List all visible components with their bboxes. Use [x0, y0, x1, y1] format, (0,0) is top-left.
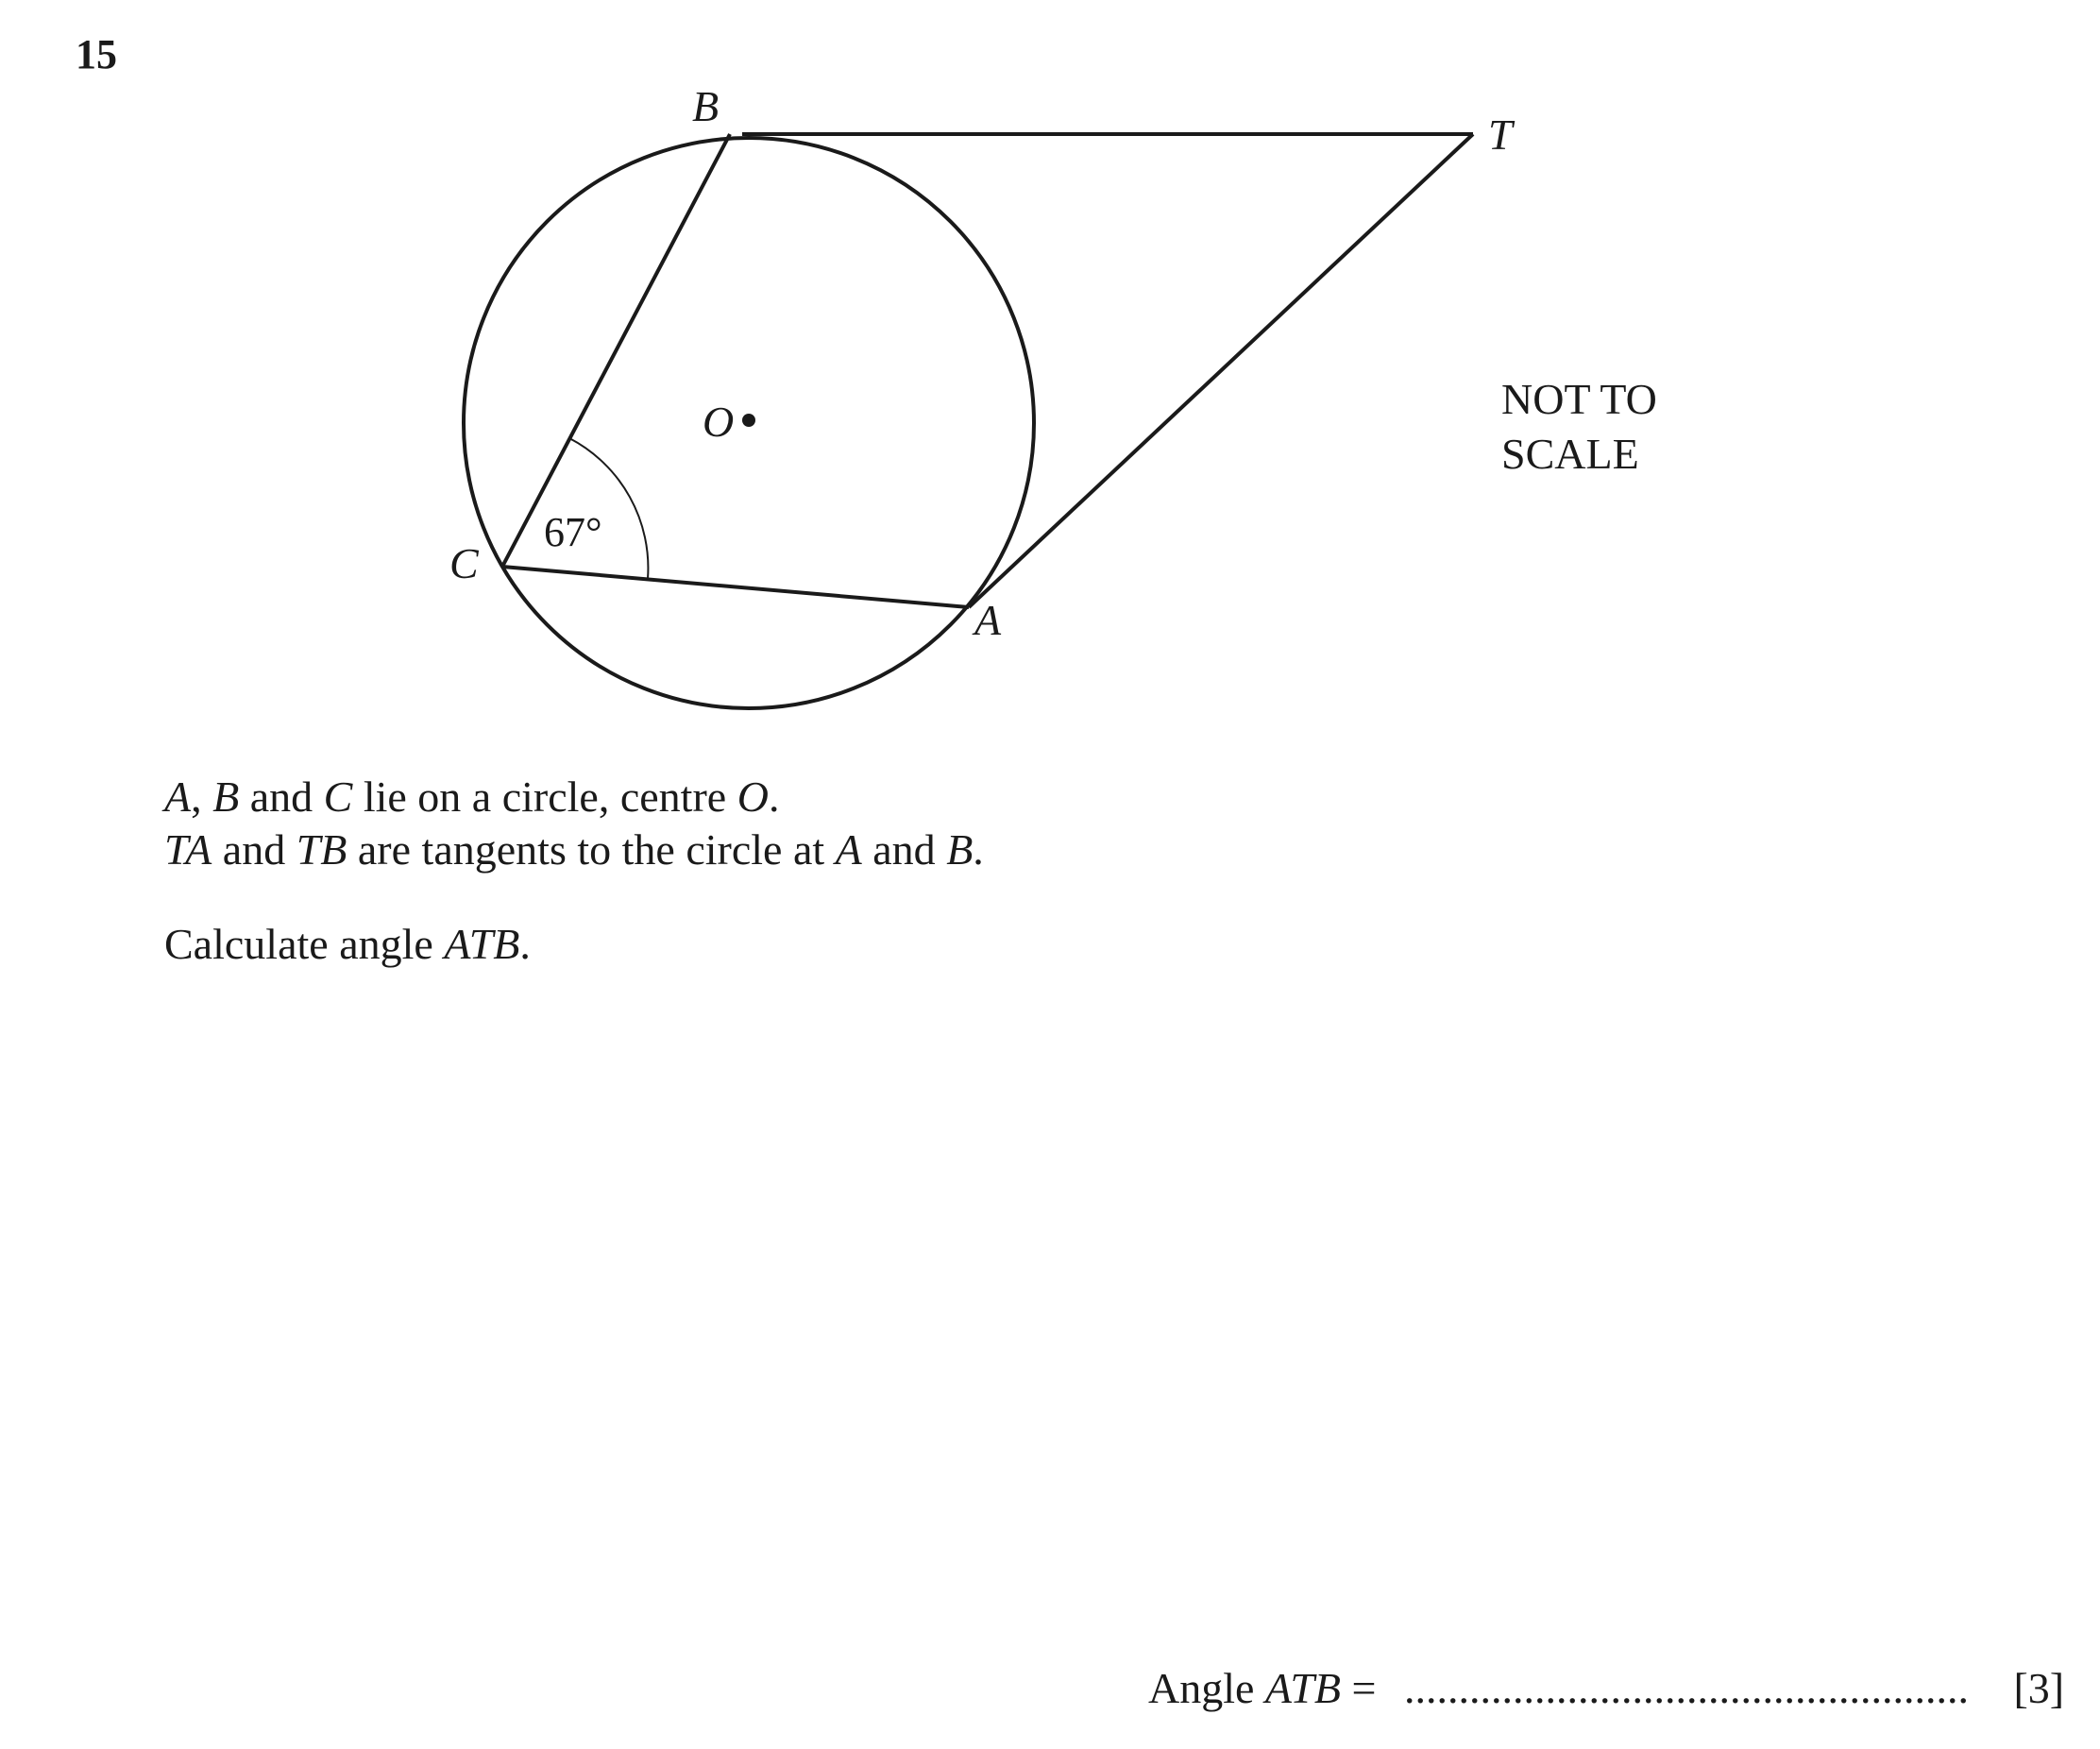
not-to-scale-line2: SCALE: [1501, 430, 1639, 478]
stem-line-2: TA and TB are tangents to the circle at A and B.: [164, 825, 984, 874]
answer-input-dots[interactable]: ....................................................: [1403, 1664, 1969, 1712]
answer-label-var: ATB: [1264, 1664, 1341, 1712]
question-number: 15: [76, 31, 117, 77]
question-stem: [164, 771, 984, 971]
circle-tangent-diagram: [0, 0, 2100, 756]
tangent-ta: [969, 134, 1473, 607]
not-to-scale-note: [1501, 372, 1657, 482]
stem-line-1: A, B and C lie on a circle, centre O.: [164, 773, 780, 821]
label-a: A: [974, 596, 1002, 644]
label-b: B: [692, 82, 720, 130]
chord-cb: [502, 134, 730, 567]
not-to-scale-line1: NOT TO: [1501, 375, 1657, 423]
instruction: Calculate angle ATB.: [164, 920, 531, 968]
label-c: C: [449, 539, 479, 587]
answer-label-eq: =: [1341, 1664, 1377, 1712]
angle-c-label: 67°: [544, 509, 602, 555]
chord-ca: [502, 567, 969, 607]
marks-badge: [3]: [2013, 1664, 2065, 1712]
label-o: O: [703, 398, 735, 446]
centre-point: [742, 414, 755, 427]
answer-line: [1148, 1662, 2064, 1715]
label-t: T: [1488, 110, 1513, 159]
answer-label-prefix: Angle: [1148, 1664, 1265, 1712]
